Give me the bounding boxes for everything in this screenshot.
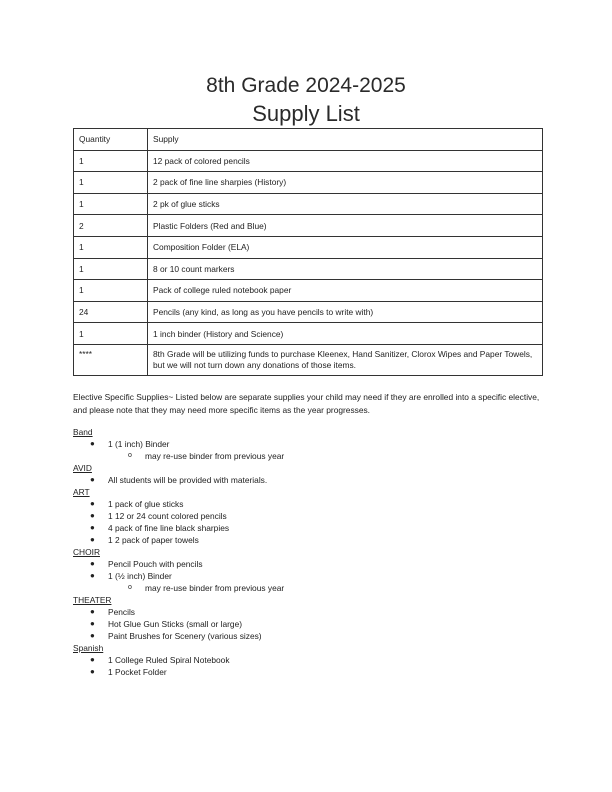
elective-list <box>73 426 543 678</box>
bullet-icon: ● <box>90 571 95 580</box>
item-text: 1 12 or 24 count colored pencils <box>108 511 227 521</box>
supply-table <box>73 128 543 376</box>
bullet-icon: ● <box>90 499 95 508</box>
row-quantity: 1 <box>74 258 148 280</box>
list-item <box>73 654 543 666</box>
section-heading-choir: CHOIR <box>73 547 100 557</box>
section-heading-art: ART <box>73 487 90 497</box>
bullet-icon: ● <box>90 619 95 628</box>
list-item <box>73 618 543 630</box>
item-text: 1 College Ruled Spiral Notebook <box>108 655 230 665</box>
table-row <box>74 172 543 194</box>
row-supply: 8th Grade will be utilizing funds to purchase Kleenex, Hand Sanitizer, Clorox Wipes and Paper Towels, but we will not turn down any donations of those items. <box>148 344 543 375</box>
row-quantity: 2 <box>74 215 148 237</box>
circle-bullet-icon: o <box>128 452 132 459</box>
row-quantity: 1 <box>74 323 148 345</box>
item-text: 1 (1 inch) Binder <box>108 439 170 449</box>
section-heading-spanish: Spanish <box>73 643 104 653</box>
item-text: Paint Brushes for Scenery (various sizes) <box>108 631 262 641</box>
row-quantity: 1 <box>74 150 148 172</box>
header-quantity: Quantity <box>74 129 148 151</box>
item-text: 1 2 pack of paper towels <box>108 535 199 545</box>
row-supply: 2 pk of glue sticks <box>148 193 543 215</box>
bullet-icon: ● <box>90 559 95 568</box>
table-row <box>74 193 543 215</box>
table-row <box>74 280 543 302</box>
item-text: Hot Glue Gun Sticks (small or large) <box>108 619 243 629</box>
table-header-row <box>74 129 543 151</box>
bullet-icon: ● <box>90 523 95 532</box>
row-quantity: 1 <box>74 280 148 302</box>
section-heading-theater: THEATER <box>73 595 112 605</box>
elective-intro: Elective Specific Supplies~ Listed below are separate supplies your child may need if they are enrolled into a specific elective, and please note that they may need more specific items as the year progresses. <box>73 392 540 415</box>
sub-item-text: may re-use binder from previous year <box>145 451 285 461</box>
row-supply: Pack of college ruled notebook paper <box>148 280 543 302</box>
bullet-icon: ● <box>90 655 95 664</box>
row-quantity: 1 <box>74 236 148 258</box>
row-supply: Pencils (any kind, as long as you have pencils to write with) <box>148 301 543 323</box>
circle-bullet-icon: o <box>128 584 132 591</box>
table-row <box>74 344 543 375</box>
sub-list-item <box>73 450 543 462</box>
sub-list-item <box>73 582 543 594</box>
table-row <box>74 150 543 172</box>
item-text: 1 Pocket Folder <box>108 667 167 677</box>
list-item <box>73 606 543 618</box>
item-text: All students will be provided with materials. <box>108 475 268 485</box>
bullet-icon: ● <box>90 631 95 640</box>
row-supply: 8 or 10 count markers <box>148 258 543 280</box>
item-text: Pencil Pouch with pencils <box>108 559 203 569</box>
section-heading-avid: AVID <box>73 463 92 473</box>
row-quantity: **** <box>74 344 148 375</box>
section-heading-band: Band <box>73 427 93 437</box>
table-row <box>74 323 543 345</box>
list-item <box>73 522 543 534</box>
row-supply: Composition Folder (ELA) <box>148 236 543 258</box>
sub-item-text: may re-use binder from previous year <box>145 583 285 593</box>
list-item <box>73 510 543 522</box>
list-item <box>73 570 543 582</box>
row-supply: 2 pack of fine line sharpies (History) <box>148 172 543 194</box>
row-quantity: 24 <box>74 301 148 323</box>
row-supply: 12 pack of colored pencils <box>148 150 543 172</box>
list-item <box>73 498 543 510</box>
list-item <box>73 534 543 546</box>
bullet-icon: ● <box>90 439 95 448</box>
table-row <box>74 258 543 280</box>
table-row <box>74 301 543 323</box>
item-text: 1 pack of glue sticks <box>108 499 184 509</box>
table-row <box>74 236 543 258</box>
bullet-icon: ● <box>90 475 95 484</box>
list-item <box>73 438 543 450</box>
bullet-icon: ● <box>90 511 95 520</box>
row-quantity: 1 <box>74 193 148 215</box>
row-quantity: 1 <box>74 172 148 194</box>
list-item <box>73 630 543 642</box>
list-item <box>73 558 543 570</box>
bullet-icon: ● <box>90 667 95 676</box>
item-text: 4 pack of fine line black sharpies <box>108 523 230 533</box>
list-item <box>73 474 543 486</box>
page-subtitle: Supply List <box>252 101 360 126</box>
item-text: Pencils <box>108 607 135 617</box>
page-title: 8th Grade 2024-2025 <box>206 74 406 97</box>
header-supply: Supply <box>148 129 543 151</box>
row-supply: 1 inch binder (History and Science) <box>148 323 543 345</box>
table-row <box>74 215 543 237</box>
bullet-icon: ● <box>90 535 95 544</box>
bullet-icon: ● <box>90 607 95 616</box>
row-supply: Plastic Folders (Red and Blue) <box>148 215 543 237</box>
list-item <box>73 666 543 678</box>
item-text: 1 (½ inch) Binder <box>108 571 172 581</box>
